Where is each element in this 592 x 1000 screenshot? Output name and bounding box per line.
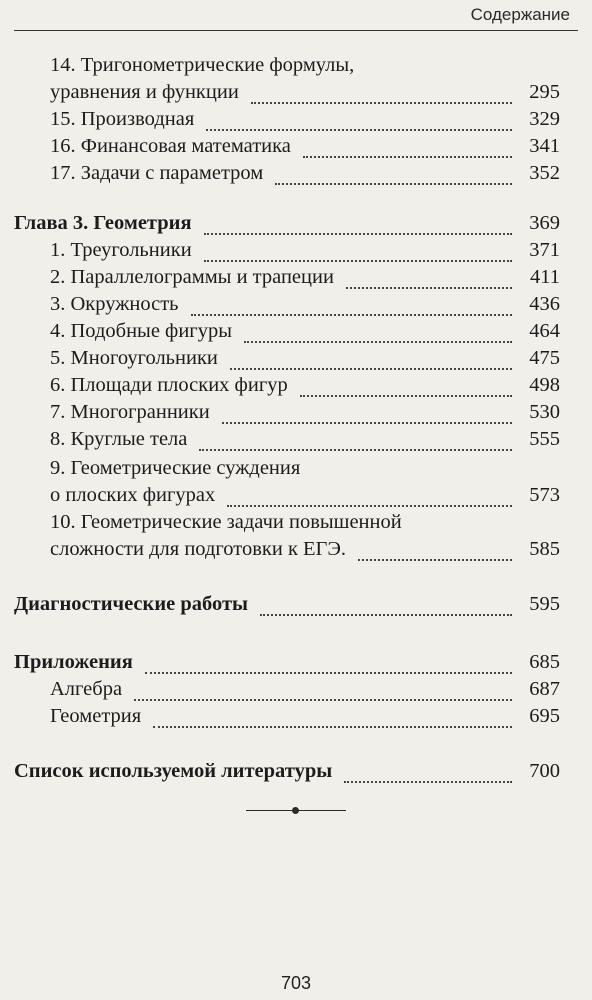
toc-entry-label: 6. Площади плоских фигур [50,374,288,396]
toc-entry-g8[interactable] [0,428,592,456]
toc-entry-page: 411 [530,266,560,288]
toc-entry-g4[interactable] [0,320,592,348]
dot-leader [204,260,512,262]
toc-diagnostic-works[interactable] [0,593,592,621]
dot-leader [358,559,512,561]
toc-entry-label: Глава 3. Геометрия [14,212,192,234]
toc-entry-page: 369 [529,212,560,234]
dot-leader [251,102,512,104]
end-ornament [246,808,346,814]
toc-entry-g10[interactable] [0,511,592,539]
toc-entry-17[interactable] [0,162,592,190]
toc-entry-g6[interactable] [0,374,592,402]
toc-entry-g1[interactable] [0,239,592,267]
dot-leader [199,449,512,451]
toc-entry-page: 475 [529,347,560,369]
toc-entry-g7[interactable] [0,401,592,429]
dot-leader [230,368,512,370]
toc-entry-label: 7. Многогранники [50,401,210,423]
toc-entry-14-first-line: 14. Тригонометрические формулы, [50,54,355,76]
page-number: 703 [280,973,312,993]
toc-appendices[interactable] [0,651,592,679]
dot-leader [204,233,512,235]
dot-leader [344,781,512,783]
toc-entry-g5[interactable] [0,347,592,375]
toc-entry-label: Список используемой литературы [14,760,333,782]
toc-entry-label: 3. Окружность [50,293,179,315]
toc-entry-page: 695 [529,705,560,727]
dot-leader [346,287,512,289]
dot-leader [244,341,512,343]
toc-entry-page: 352 [529,162,560,184]
toc-entry-g9[interactable] [0,457,592,485]
toc-entry-label: 1. Треугольники [50,239,192,261]
toc-entry-14-cont[interactable] [0,81,592,109]
dot-leader [260,614,512,616]
toc-entry-page: 595 [529,593,560,615]
dot-leader [206,129,512,131]
toc-entry-label: 16. Финансовая математика [50,135,291,157]
toc-entry-label: Алгебра [50,678,123,700]
toc-entry-page: 341 [529,135,560,157]
toc-entry-g10-first-line: 10. Геометрические задачи повышенной [50,511,402,533]
toc-entry-g3[interactable] [0,293,592,321]
toc-chapter-3[interactable] [0,212,592,240]
dot-leader [227,505,512,507]
toc-entry-page: 685 [529,651,560,673]
toc-entry-page: 498 [529,374,560,396]
toc-entry-label: Диагностические работы [14,593,249,615]
toc-entry-page: 295 [529,81,560,103]
toc-appendix-algebra[interactable] [0,678,592,706]
dot-leader [222,422,512,424]
header-rule [14,30,578,31]
toc-bibliography[interactable] [0,760,592,788]
toc-entry-g9-first-line: 9. Геометрические суждения [50,457,301,479]
running-header [0,0,592,34]
dot-leader [191,314,512,316]
toc-appendix-geometry[interactable] [0,705,592,733]
toc-entry-14[interactable] [0,54,592,82]
toc-entry-g10-cont[interactable] [0,538,592,566]
toc-entry-g2[interactable] [0,266,592,294]
toc-entry-label: Приложения [14,651,133,673]
toc-entry-page: 436 [529,293,560,315]
toc-entry-label: 17. Задачи с параметром [50,162,264,184]
toc-entry-page: 687 [529,678,560,700]
toc-entry-16[interactable] [0,135,592,163]
toc-entry-label: Геометрия [50,705,142,727]
toc-entry-page: 585 [529,538,560,560]
toc-entry-15[interactable] [0,108,592,136]
dot-leader [153,726,512,728]
toc-entry-page: 464 [529,320,560,342]
toc-entry-label: уравнения и функции [50,81,239,103]
dot-leader [134,699,512,701]
toc-entry-page: 573 [529,484,560,506]
toc-entry-label: сложности для подготовки к ЕГЭ. [50,538,347,560]
dot-leader [145,672,512,674]
toc-entry-label: 4. Подобные фигуры [50,320,232,342]
toc-entry-g9-cont[interactable] [0,484,592,512]
header-title: Содержание [470,5,570,24]
toc-entry-page: 329 [529,108,560,130]
toc-entry-page: 700 [529,760,560,782]
toc-entry-label: 2. Параллелограммы и трапеции [50,266,334,288]
dot-leader [300,395,512,397]
toc-entry-page: 530 [529,401,560,423]
toc-entry-page: 371 [529,239,560,261]
toc-entry-label: 8. Круглые тела [50,428,188,450]
dot-leader [275,183,512,185]
toc-entry-label: 5. Многоугольники [50,347,218,369]
toc-entry-label: 15. Производная [50,108,195,130]
toc-entry-label: о плоских фигурах [50,484,216,506]
dot-leader [303,156,512,158]
ornament-dot-icon [292,807,299,814]
toc-entry-page: 555 [529,428,560,450]
